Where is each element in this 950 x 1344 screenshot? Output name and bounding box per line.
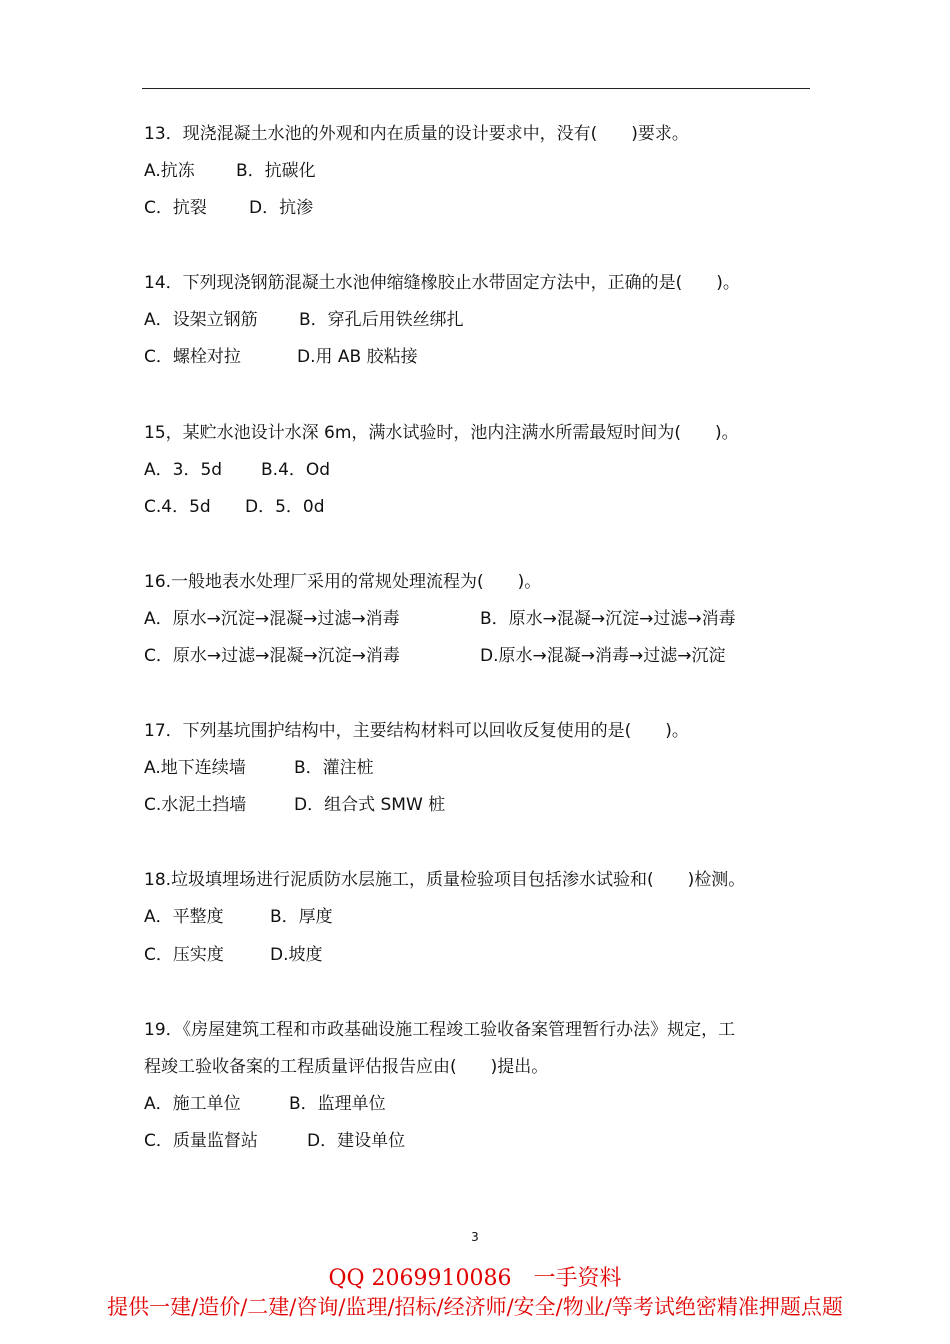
question-17-option-b: B．灌注桩 [294,758,374,778]
question-13-stem: 13．现浇混凝土水池的外观和内在质量的设计要求中，没有( )要求。 [144,124,689,144]
question-16-option-c: C．原水→过滤→混凝→沉淀→消毒 [144,646,400,666]
question-16-stem: 16.一般地表水处理厂采用的常规处理流程为( )。 [144,572,542,592]
question-13-option-a: A.抗冻 [144,161,195,181]
question-16-option-b: B．原水→混凝→沉淀→过滤→消毒 [480,609,736,629]
header-rule [142,88,810,89]
question-15-option-a: A．3．5d [144,460,223,480]
question-17-option-a: A.地下连续墙 [144,758,246,778]
question-13-option-d: D．抗渗 [249,198,314,218]
question-15-option-c: C.4．5d [144,497,211,517]
question-18-stem: 18.垃圾填埋场进行泥质防水层施工，质量检验项目包括渗水试验和( )检测。 [144,870,746,890]
question-19-option-b: B．监理单位 [289,1094,386,1114]
promo-services-line: 提供一建/造价/二建/咨询/监理/招标/经济师/安全/物业/等考试绝密精准押题点题 [107,1295,843,1319]
question-19-option-c: C．质量监督站 [144,1131,258,1151]
question-14-option-d: D.用 AB 胶粘接 [297,347,418,367]
question-15-option-b: B.4．Od [261,460,331,480]
question-17-stem: 17．下列基坑围护结构中，主要结构材料可以回收反复使用的是( )。 [144,721,689,741]
question-19-option-d: D．建设单位 [307,1131,406,1151]
question-18-option-a: A．平整度 [144,907,224,927]
question-19-option-a: A．施工单位 [144,1094,241,1114]
question-14-option-b: B．穿孔后用铁丝绑扎 [299,310,464,330]
question-17-option-c: C.水泥土挡墙 [144,795,247,815]
question-17-option-d: D．组合式 SMW 桩 [294,795,446,815]
promo-contact-line: QQ 2069910086 一手资料 [328,1266,622,1291]
question-14-stem: 14．下列现浇钢筋混凝土水池伸缩缝橡胶止水带固定方法中，正确的是( )。 [144,273,740,293]
page-number: 3 [471,1230,479,1244]
question-18-option-c: C．压实度 [144,945,224,965]
question-19-stem: 19．《房屋建筑工程和市政基础设施工程竣工验收备案管理暂行办法》规定，工 [144,1020,736,1040]
question-15-option-d: D．5．0d [245,497,325,517]
question-14-option-a: A．设架立钢筋 [144,310,258,330]
question-19-stem-line2: 程竣工验收备案的工程质量评估报告应由( )提出。 [144,1057,549,1077]
question-14-option-c: C．螺栓对拉 [144,347,241,367]
question-13-option-c: C．抗裂 [144,198,207,218]
question-16-option-a: A．原水→沉淀→混凝→过滤→消毒 [144,609,400,629]
question-18-option-b: B．厚度 [270,907,333,927]
question-15-stem: 15，某贮水池设计水深 6m，满水试验时，池内注满水所需最短时间为( )。 [144,423,739,443]
question-16-option-d: D.原水→混凝→消毒→过滤→沉淀 [480,646,726,666]
question-13-option-b: B．抗碳化 [236,161,316,181]
question-18-option-d: D.坡度 [270,945,323,965]
